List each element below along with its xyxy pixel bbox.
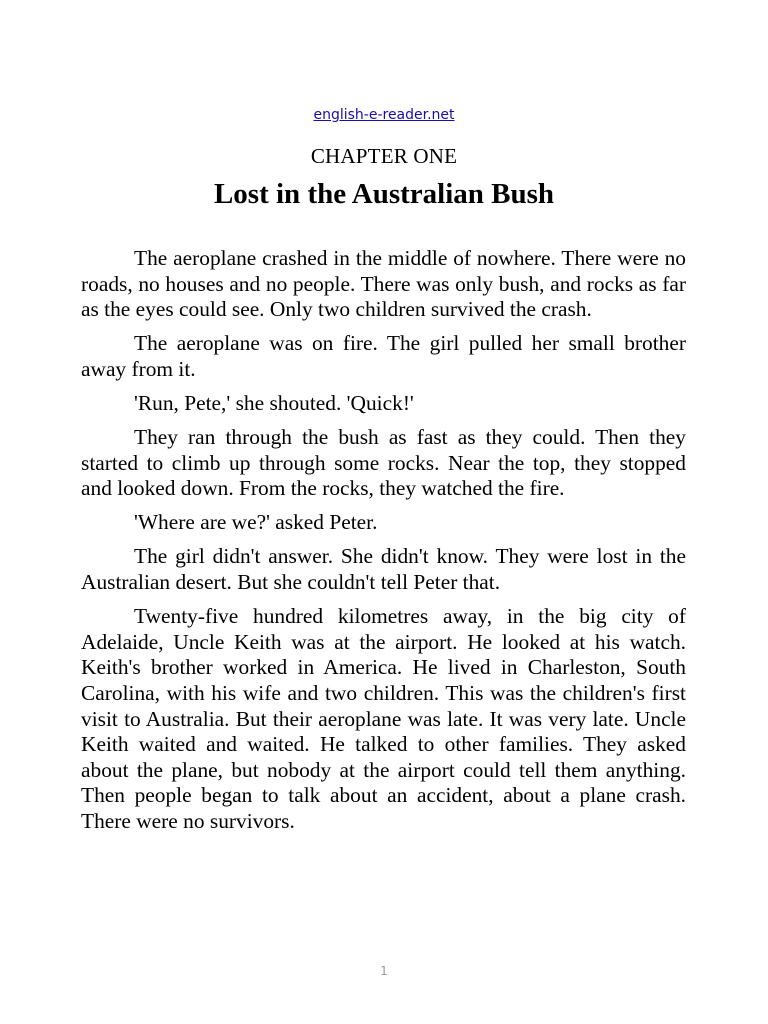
chapter-body [81, 246, 686, 843]
page-number: 1 [380, 964, 388, 978]
paragraph: Twenty-five hundred kilometres away, in the big city of Adelaide, Uncle Keith was at the airport. He looked at his watch. Keith's brother worked in America. He lived in Charleston, South Carolina, with his wife and two children. This was the children's first visit to Australia. But their aeroplane was late. It was very late. Uncle Keith waited and waited. He talked to other families. They asked about the plane, but nobody at the airport could tell them anything. Then people began to talk about an accident, about a plane crash. There were no survivors. [81, 604, 686, 833]
chapter-title: Lost in the Australian Bush [213, 178, 555, 210]
paragraph: The aeroplane was on fire. The girl pulled her small brother away from it. [81, 331, 686, 381]
paragraph: 'Where are we?' asked Peter. [134, 510, 378, 535]
paragraph: The aeroplane crashed in the middle of nowhere. There were no roads, no houses and no people. There was only bush, and rocks as far as the eyes could see. Only two children survived the crash. [81, 246, 686, 322]
paragraph: The girl didn't answer. She didn't know. They were lost in the Australian desert. But she couldn't tell Peter that. [81, 544, 686, 595]
paragraph: They ran through the bush as fast as they could. Then they started to climb up through some rocks. Near the top, they stopped and looked down. From the rocks, they watched the fire. [81, 425, 686, 501]
paragraph: 'Run, Pete,' she shouted. 'Quick!' [134, 390, 414, 415]
site-link[interactable]: english-e-reader.net [313, 107, 455, 123]
chapter-label: CHAPTER ONE [310, 144, 458, 168]
